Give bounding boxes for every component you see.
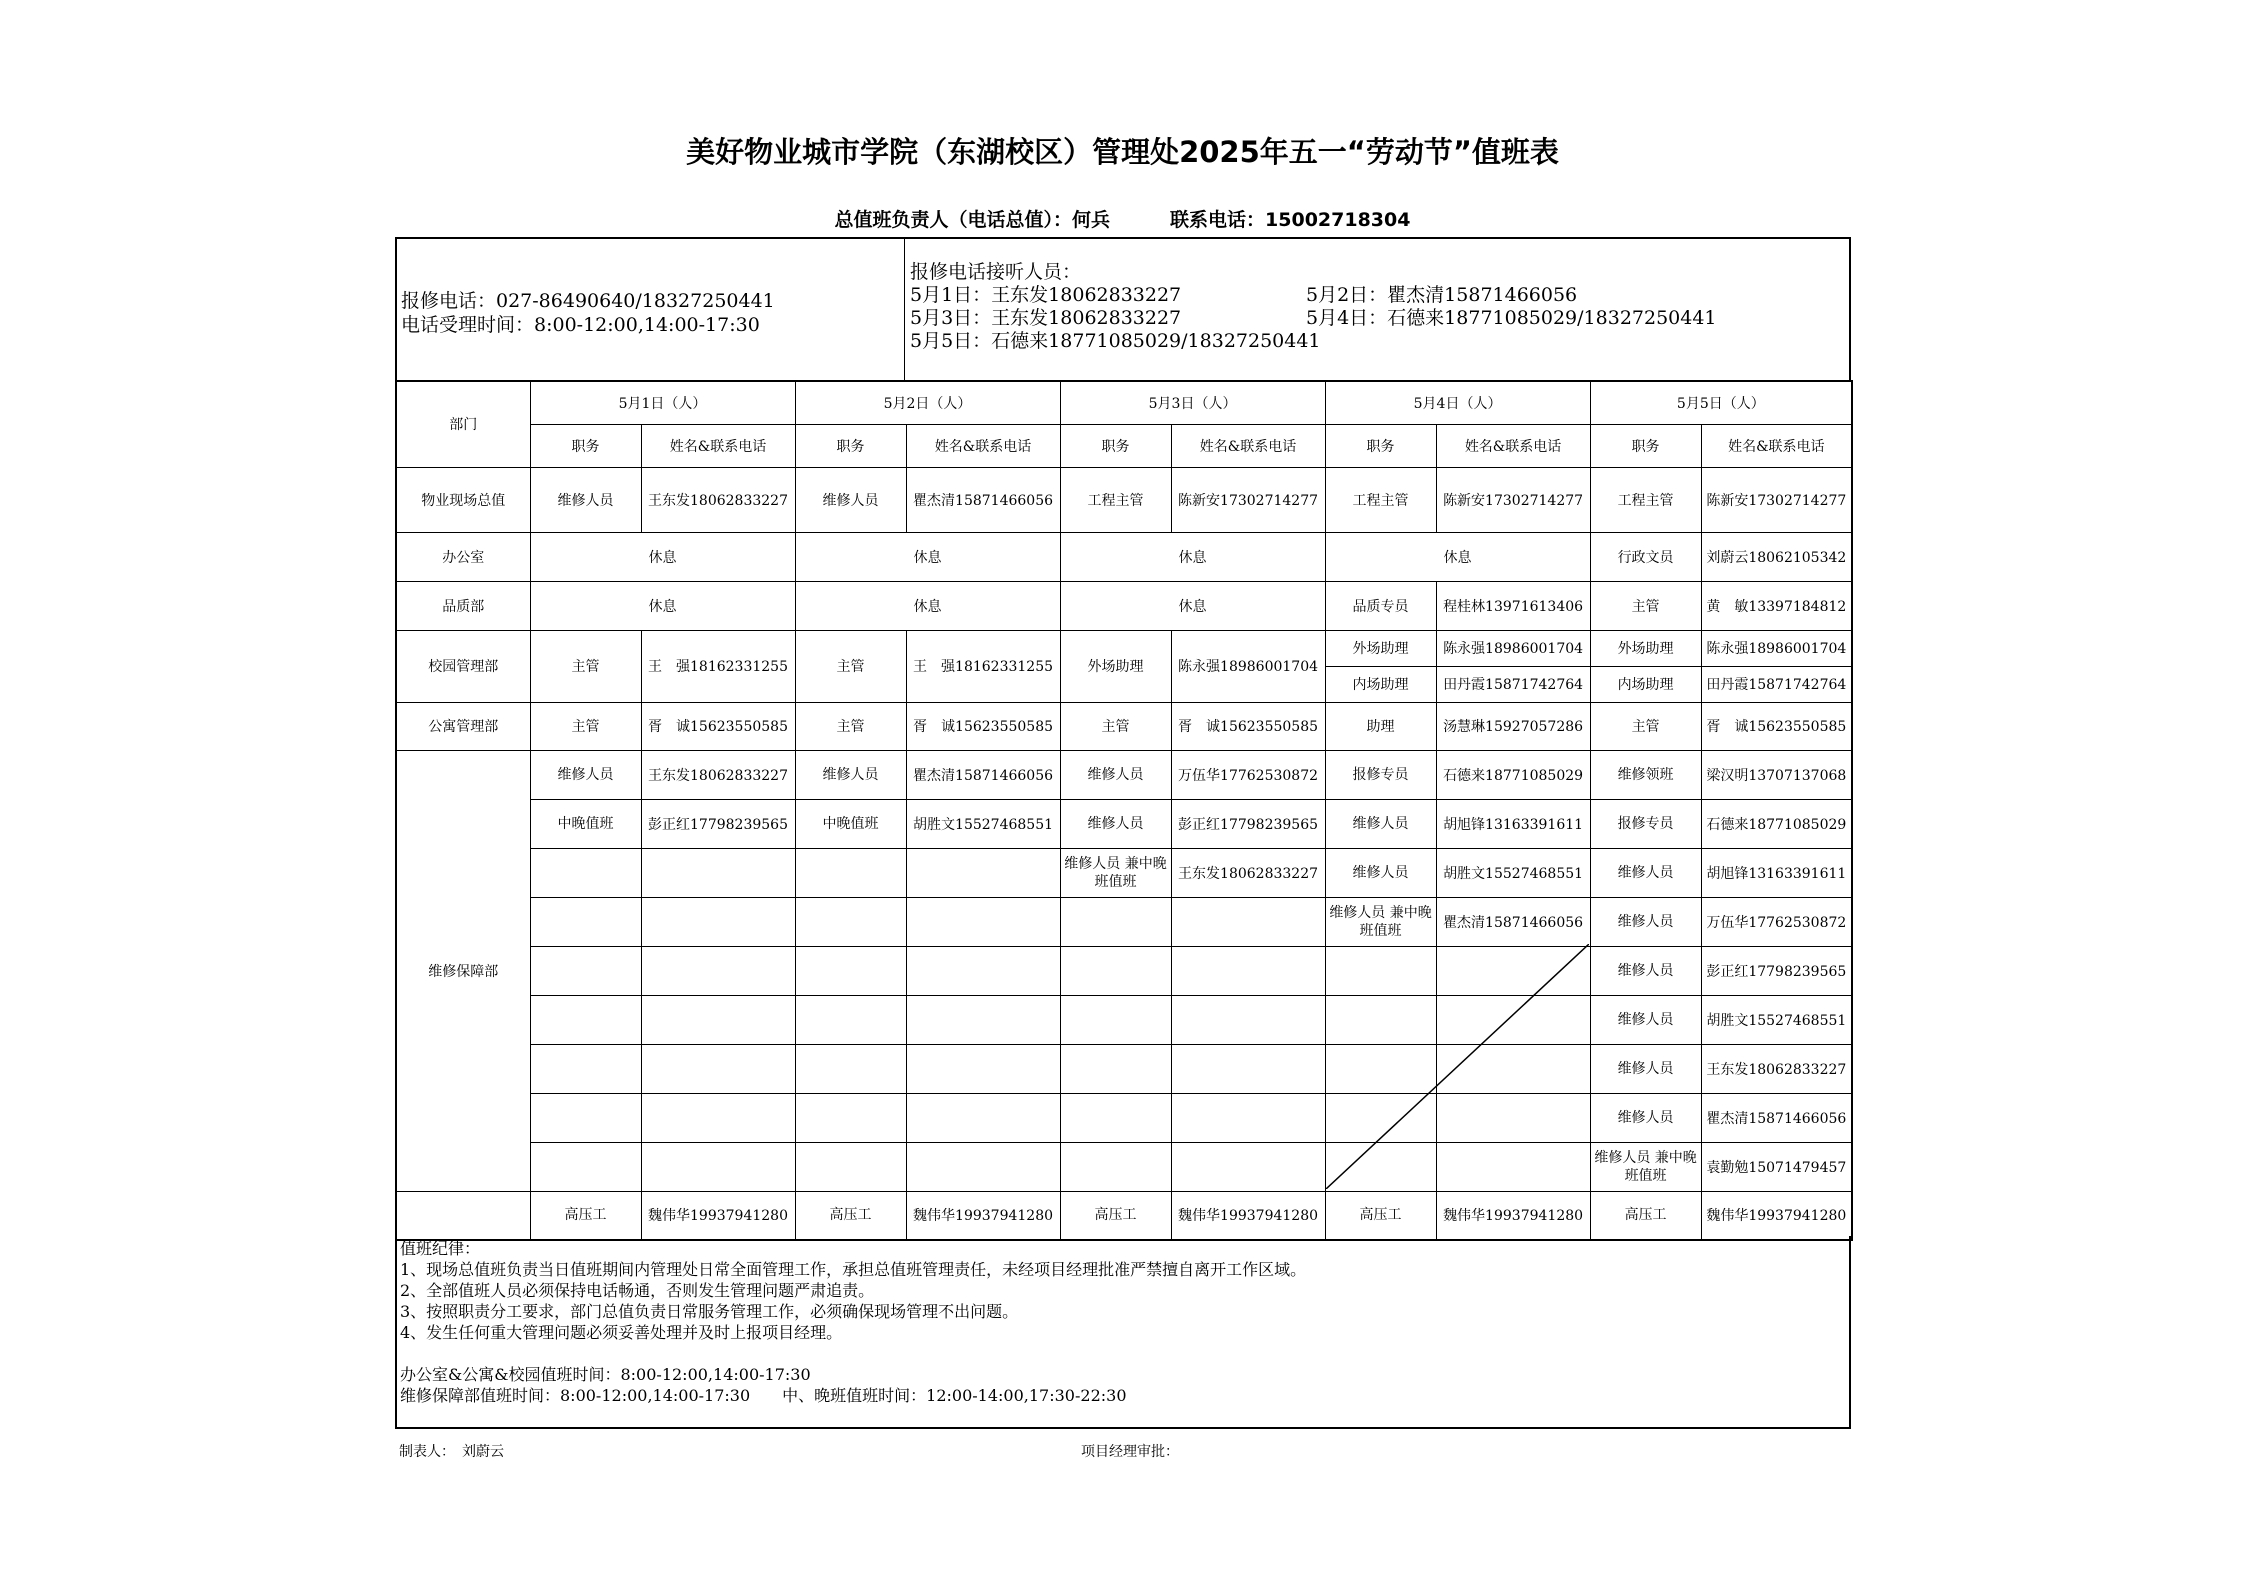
role-cell: 维修人员 兼中晚班值班 [1060,848,1171,897]
name-phone-cell [641,946,795,995]
role-cell: 主管 [530,630,641,702]
dept-header: 部门 [396,381,530,467]
name-phone-cell: 汤慧琳15927057286 [1436,702,1590,750]
rest-cell: 休息 [530,581,795,630]
name-header: 姓名&联系电话 [906,424,1060,467]
role-cell: 维修人员 [1590,946,1701,995]
name-phone-cell: 瞿杰清15871466056 [906,467,1060,532]
role-cell [1060,1044,1171,1093]
role-cell: 报修专员 [1590,799,1701,848]
role-cell [795,1142,906,1191]
name-phone-cell [641,1093,795,1142]
name-phone-cell: 胥 诚15623550585 [906,702,1060,750]
role-cell: 助理 [1325,702,1436,750]
role-cell: 外场助理 [1590,630,1701,666]
name-phone-cell: 彭正红17798239565 [1171,799,1325,848]
name-phone-cell: 刘蔚云18062105342 [1701,532,1852,581]
blank-cell [396,1191,530,1240]
name-phone-cell [906,897,1060,946]
role-cell: 维修人员 [530,467,641,532]
role-cell: 维修人员 [1325,848,1436,897]
role-cell: 外场助理 [1325,630,1436,666]
name-phone-cell [1171,1093,1325,1142]
name-phone-cell [641,995,795,1044]
name-phone-cell: 魏伟华19937941280 [906,1191,1060,1240]
role-cell: 工程主管 [1590,467,1701,532]
role-cell [1325,1142,1436,1191]
receivers-block [910,261,1717,353]
receiver: 5月5日：石德来18771085029/18327250441 [910,330,1321,352]
name-phone-cell [641,848,795,897]
role-cell: 主管 [530,702,641,750]
role-cell: 工程主管 [1325,467,1436,532]
name-phone-cell: 王 强18162331255 [906,630,1060,702]
role-cell [795,1044,906,1093]
name-phone-cell: 王东发18062833227 [1171,848,1325,897]
role-cell: 高压工 [1325,1191,1436,1240]
name-phone-cell: 陈永强18986001704 [1701,630,1852,666]
role-cell [530,1142,641,1191]
manager-approval: 项目经理审批： [1081,1444,1179,1460]
role-cell [530,848,641,897]
role-cell: 工程主管 [1060,467,1171,532]
name-phone-cell: 胡旭锋13163391611 [1701,848,1852,897]
rest-cell: 休息 [1060,581,1325,630]
dept-maintenance: 维修保障部 [396,750,530,1191]
name-phone-cell: 程桂林13971613406 [1436,581,1590,630]
day-header: 5月2日（人） [795,381,1060,424]
table-maker: 制表人： 刘蔚云 [399,1444,504,1460]
name-phone-cell: 彭正红17798239565 [641,799,795,848]
role-header: 职务 [1325,424,1436,467]
role-header: 职务 [1590,424,1701,467]
role-cell: 高压工 [1590,1191,1701,1240]
name-phone-cell: 胥 诚15623550585 [641,702,795,750]
name-header: 姓名&联系电话 [1436,424,1590,467]
name-phone-cell: 黄 敏13397184812 [1701,581,1852,630]
duty-leader: 总值班负责人（电话总值）：何兵 [834,209,1111,231]
role-cell: 主管 [1060,702,1171,750]
role-cell [1325,1093,1436,1142]
info-divider [904,239,905,380]
role-cell [530,897,641,946]
role-cell [795,897,906,946]
table-row [396,381,1852,424]
role-cell: 中晚值班 [795,799,906,848]
name-phone-cell [1171,897,1325,946]
name-phone-cell [1171,1044,1325,1093]
rule-item: 3、按照职责分工要求，部门总值负责日常服务管理工作，必须确保现场管理不出问题。 [400,1302,1019,1321]
name-phone-cell: 瞿杰清15871466056 [906,750,1060,799]
role-cell: 行政文员 [1590,532,1701,581]
name-phone-cell [1171,1142,1325,1191]
rule-item: 1、现场总值班负责当日值班期间内管理处日常全面管理工作，承担总值班管理责任，未经项目经理批准严禁擅自离开工作区域。 [400,1260,1307,1279]
receiver: 5月3日：王东发18062833227 [910,307,1182,329]
role-cell: 中晚值班 [530,799,641,848]
name-phone-cell [1436,1093,1590,1142]
name-phone-cell: 石德来18771085029 [1701,799,1852,848]
role-header: 职务 [1060,424,1171,467]
role-cell [1060,995,1171,1044]
name-phone-cell: 王东发18062833227 [641,750,795,799]
role-cell: 高压工 [795,1191,906,1240]
name-phone-cell [1436,946,1590,995]
role-cell [1325,946,1436,995]
role-cell: 主管 [795,630,906,702]
name-phone-cell: 瞿杰清15871466056 [1436,897,1590,946]
table-row [396,897,1852,946]
role-cell: 主管 [1590,702,1701,750]
role-cell [1325,995,1436,1044]
table-row [396,750,1852,799]
name-phone-cell: 胡胜文15527468551 [906,799,1060,848]
name-header: 姓名&联系电话 [641,424,795,467]
role-cell: 维修人员 [1590,848,1701,897]
name-phone-cell [1171,995,1325,1044]
name-phone-cell [906,1093,1060,1142]
name-phone-cell: 王东发18062833227 [1701,1044,1852,1093]
role-cell: 维修人员 [1590,995,1701,1044]
name-phone-cell: 陈永强18986001704 [1171,630,1325,702]
maintenance-hours: 维修保障部值班时间：8:00-12:00,14:00-17:30 中、晚班值班时间：12:00-14:00,17:30-22:30 [400,1386,1127,1405]
name-phone-cell: 陈新安17302714277 [1171,467,1325,532]
day-header: 5月1日（人） [530,381,795,424]
name-phone-cell [906,995,1060,1044]
role-cell: 维修人员 [795,750,906,799]
name-phone-cell: 胡胜文15527468551 [1436,848,1590,897]
day-header: 5月5日（人） [1590,381,1852,424]
name-phone-cell: 田丹霞15871742764 [1436,666,1590,702]
receiver: 5月4日：石德来18771085029/18327250441 [1306,307,1717,329]
name-phone-cell: 胥 诚15623550585 [1701,702,1852,750]
role-cell: 高压工 [1060,1191,1171,1240]
dept-campus: 校园管理部 [396,630,530,702]
rule-item: 2、全部值班人员必须保持电话畅通，否则发生管理问题严肃追责。 [400,1281,875,1300]
page-title: 美好物业城市学院（东湖校区）管理处2025年五一“劳动节”值班表 [686,135,1559,169]
role-cell: 主管 [1590,581,1701,630]
table-row [396,1142,1852,1191]
name-phone-cell [1436,995,1590,1044]
duty-table-body [396,381,1852,1240]
role-cell: 高压工 [530,1191,641,1240]
repair-phone-block [401,289,775,337]
role-header: 职务 [530,424,641,467]
role-cell [795,1093,906,1142]
table-row [396,532,1852,581]
name-phone-cell [1436,1142,1590,1191]
rules-heading: 值班纪律： [400,1239,481,1258]
table-row [396,946,1852,995]
role-cell [1060,897,1171,946]
duty-leader-phone: 联系电话：15002718304 [1170,209,1411,231]
name-phone-cell: 陈新安17302714277 [1436,467,1590,532]
table-row [396,1044,1852,1093]
role-cell: 维修人员 [795,467,906,532]
name-phone-cell: 胡旭锋13163391611 [1436,799,1590,848]
name-phone-cell: 胥 诚15623550585 [1171,702,1325,750]
name-phone-cell: 魏伟华19937941280 [1171,1191,1325,1240]
role-cell: 维修人员 兼中晚班值班 [1590,1142,1701,1191]
role-cell: 内场助理 [1325,666,1436,702]
repair-hours: 电话受理时间：8:00-12:00,14:00-17:30 [401,314,760,336]
repair-phone: 报修电话：027-86490640/18327250441 [401,290,775,312]
role-cell [1060,1093,1171,1142]
role-cell: 维修人员 兼中晚班值班 [1325,897,1436,946]
name-phone-cell [906,946,1060,995]
role-cell [530,1044,641,1093]
name-phone-cell: 彭正红17798239565 [1701,946,1852,995]
role-cell: 维修人员 [530,750,641,799]
receivers-title: 报修电话接听人员： [910,261,1082,283]
name-phone-cell [906,848,1060,897]
name-phone-cell: 瞿杰清15871466056 [1701,1093,1852,1142]
table-row [396,848,1852,897]
role-cell: 主管 [795,702,906,750]
role-header: 职务 [795,424,906,467]
name-phone-cell: 袁勤勉15071479457 [1701,1142,1852,1191]
name-phone-cell [1171,946,1325,995]
role-cell: 报修专员 [1325,750,1436,799]
duty-rules [395,1236,1851,1429]
repair-info-box [395,237,1851,380]
rest-cell: 休息 [1060,532,1325,581]
role-cell: 内场助理 [1590,666,1701,702]
dept-office: 办公室 [396,532,530,581]
name-phone-cell: 陈新安17302714277 [1701,467,1852,532]
name-phone-cell: 万伍华17762530872 [1701,897,1852,946]
table-row [396,467,1852,532]
role-cell: 维修人员 [1060,750,1171,799]
name-phone-cell: 梁汉明13707137068 [1701,750,1852,799]
role-cell [530,1093,641,1142]
day-header: 5月3日（人） [1060,381,1325,424]
duty-table [395,380,1853,1241]
table-row [396,799,1852,848]
name-phone-cell: 陈永强18986001704 [1436,630,1590,666]
role-cell: 品质专员 [1325,581,1436,630]
name-phone-cell [641,1142,795,1191]
dept-site: 物业现场总值 [396,467,530,532]
role-cell [1060,946,1171,995]
role-cell: 维修人员 [1590,1093,1701,1142]
name-header: 姓名&联系电话 [1171,424,1325,467]
table-row [396,581,1852,630]
name-phone-cell: 石德来18771085029 [1436,750,1590,799]
name-phone-cell: 魏伟华19937941280 [1436,1191,1590,1240]
role-cell [1325,1044,1436,1093]
table-row [396,995,1852,1044]
role-cell: 维修人员 [1325,799,1436,848]
role-cell: 维修人员 [1060,799,1171,848]
duty-leader-line [0,205,2245,232]
rest-cell: 休息 [530,532,795,581]
receiver: 5月1日：王东发18062833227 [910,284,1182,306]
rest-cell: 休息 [795,581,1060,630]
office-hours: 办公室&公寓&校园值班时间：8:00-12:00,14:00-17:30 [400,1365,811,1384]
role-cell: 维修人员 [1590,1044,1701,1093]
dept-quality: 品质部 [396,581,530,630]
role-cell [530,995,641,1044]
name-phone-cell: 魏伟华19937941280 [1701,1191,1852,1240]
role-cell [530,946,641,995]
name-phone-cell: 万伍华17762530872 [1171,750,1325,799]
name-phone-cell: 王东发18062833227 [641,467,795,532]
role-cell [795,848,906,897]
name-phone-cell: 胡胜文15527468551 [1701,995,1852,1044]
role-cell: 维修人员 [1590,897,1701,946]
name-phone-cell [641,897,795,946]
day-header: 5月4日（人） [1325,381,1590,424]
rest-cell: 休息 [795,532,1060,581]
role-cell [795,995,906,1044]
rest-cell: 休息 [1325,532,1590,581]
name-phone-cell: 田丹霞15871742764 [1701,666,1852,702]
table-row [396,630,1852,666]
name-header: 姓名&联系电话 [1701,424,1852,467]
rule-item: 4、发生任何重大管理问题必须妥善处理并及时上报项目经理。 [400,1323,843,1342]
role-cell [1060,1142,1171,1191]
name-phone-cell: 王 强18162331255 [641,630,795,702]
role-cell: 外场助理 [1060,630,1171,702]
table-row [396,702,1852,750]
name-phone-cell: 魏伟华19937941280 [641,1191,795,1240]
table-row [396,1191,1852,1240]
receiver: 5月2日：瞿杰清15871466056 [1306,284,1578,306]
name-phone-cell [1436,1044,1590,1093]
role-cell [795,946,906,995]
dept-apartment: 公寓管理部 [396,702,530,750]
name-phone-cell [906,1142,1060,1191]
name-phone-cell [641,1044,795,1093]
name-phone-cell [906,1044,1060,1093]
table-row [396,1093,1852,1142]
table-row [396,424,1852,467]
role-cell: 维修领班 [1590,750,1701,799]
